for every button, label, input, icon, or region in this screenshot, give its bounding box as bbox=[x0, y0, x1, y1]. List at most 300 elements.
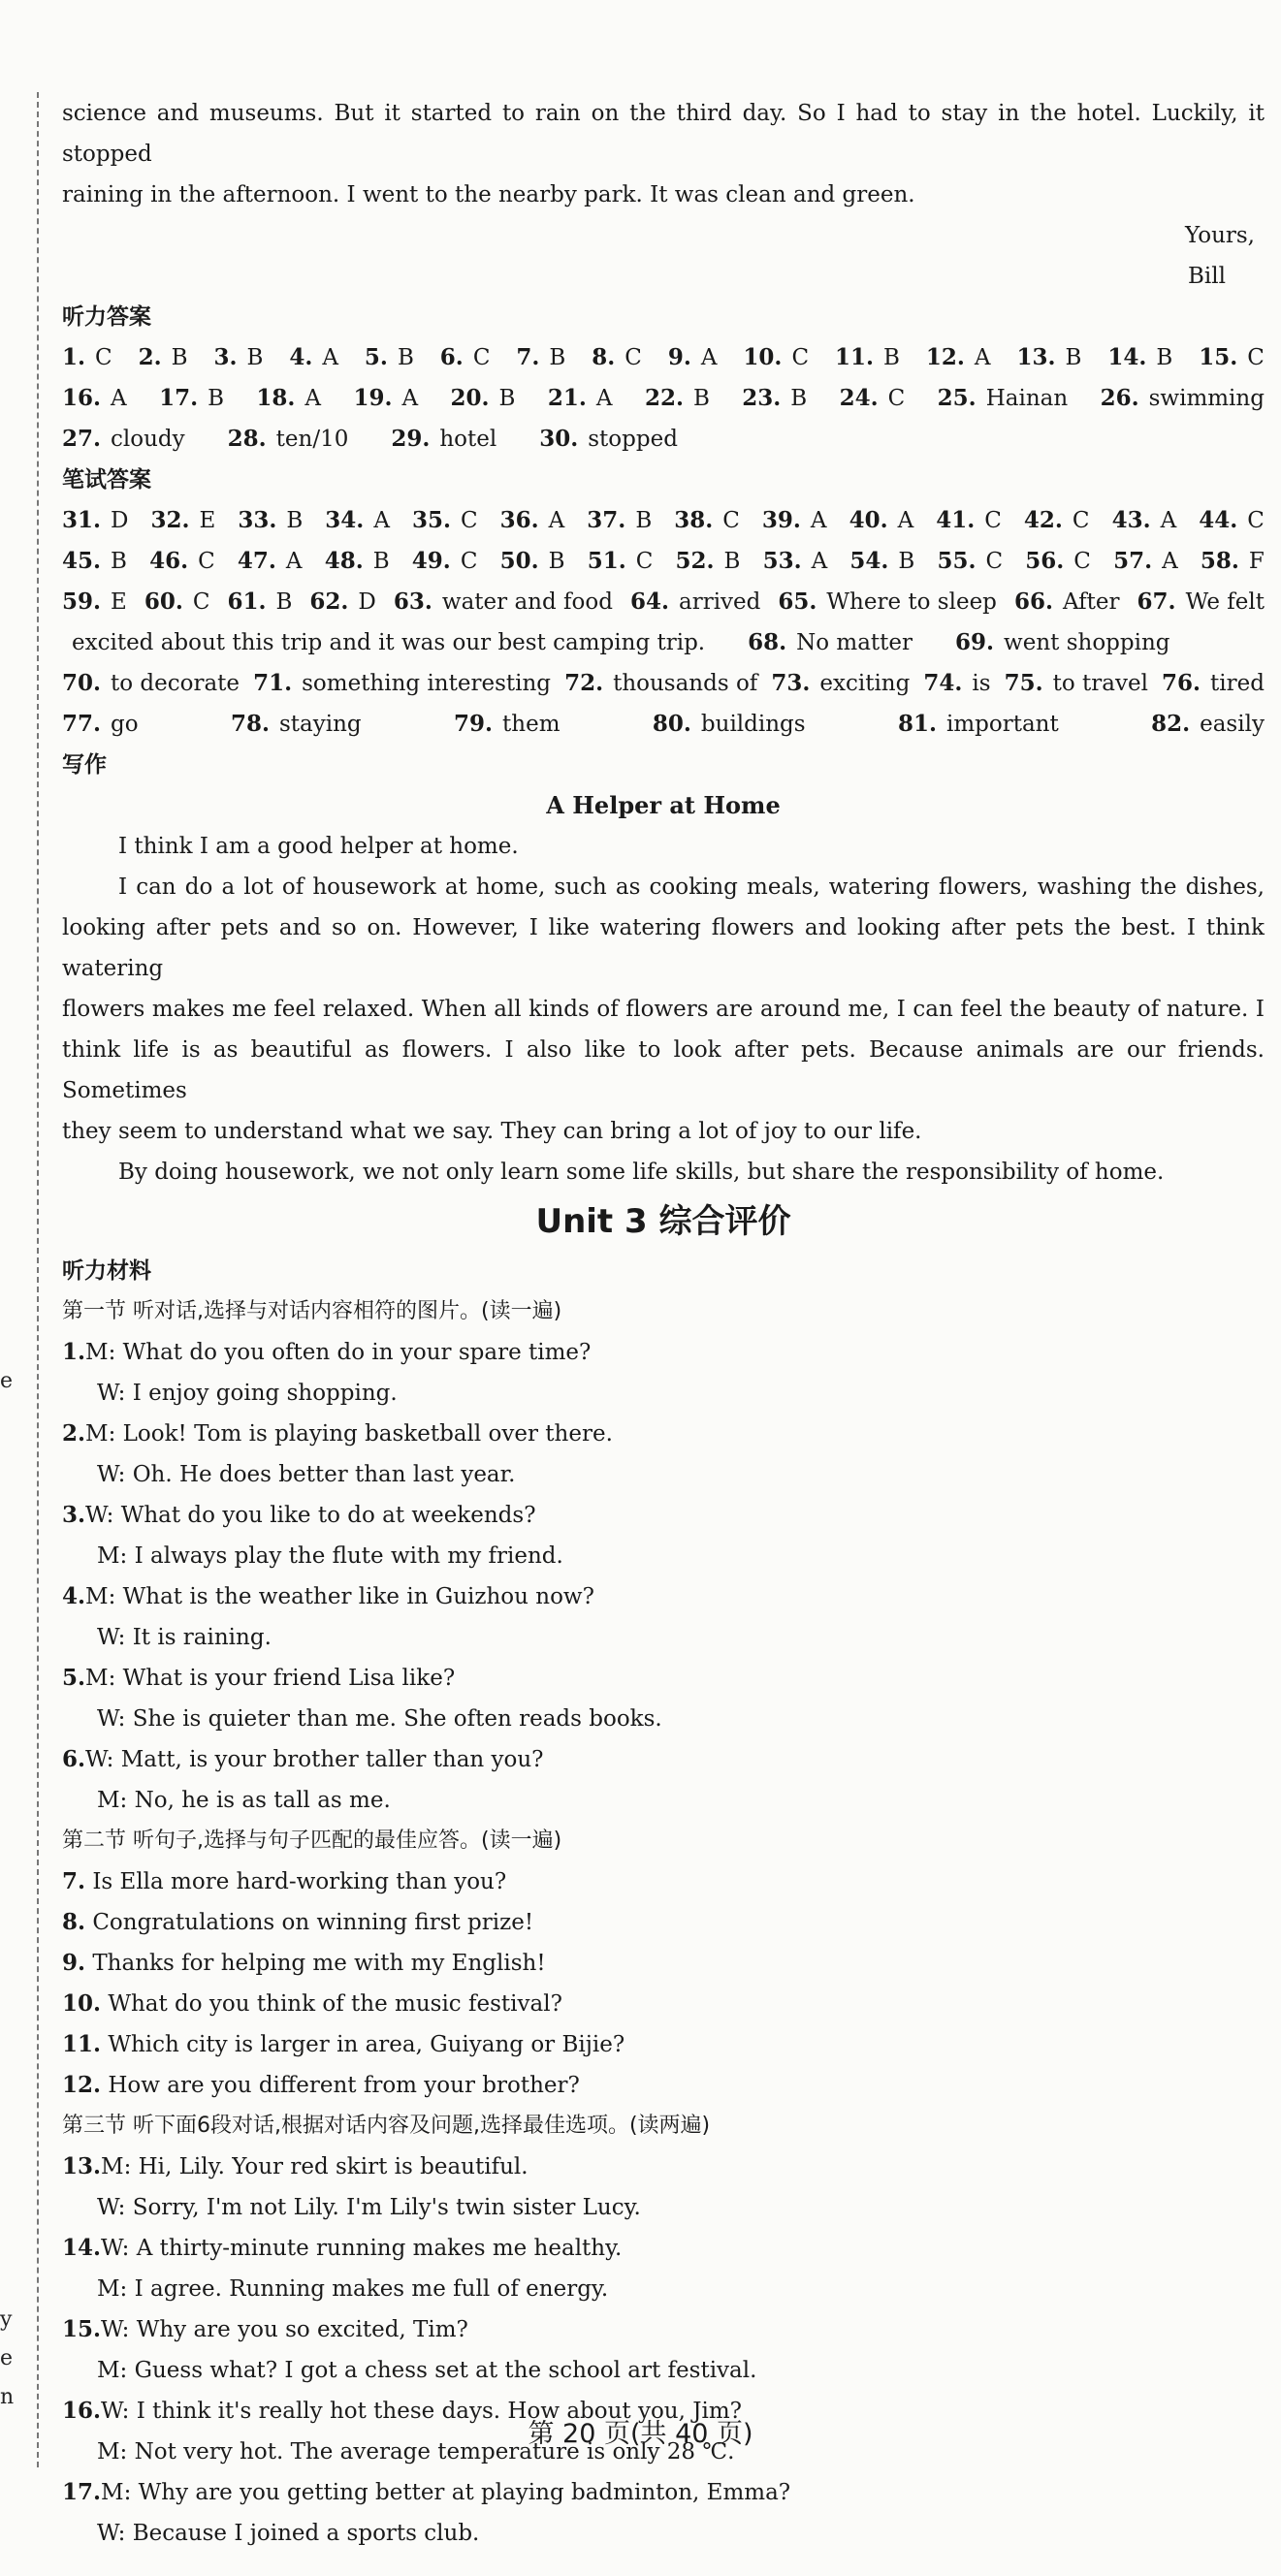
answer-item bbox=[742, 378, 807, 419]
sentence-line bbox=[62, 1861, 1265, 1902]
answer-item bbox=[440, 337, 491, 378]
answer-value: Where to sleep bbox=[826, 589, 997, 615]
answer-value: B bbox=[397, 345, 414, 370]
answer-item bbox=[936, 500, 1002, 541]
content-column bbox=[62, 93, 1265, 2554]
answer-value: B bbox=[246, 345, 264, 370]
essay-title: A Helper at Home bbox=[546, 791, 781, 819]
answer-item bbox=[1137, 582, 1265, 622]
answer-item bbox=[668, 337, 718, 378]
answer-number: 18. bbox=[256, 385, 296, 411]
answer-value: B bbox=[1065, 345, 1082, 370]
dialog-line: M: I always play the flute with my friend. bbox=[97, 1543, 563, 1569]
answer-item bbox=[62, 337, 112, 378]
letter-signature: Bill bbox=[1188, 264, 1226, 289]
answer-number: 75. bbox=[1004, 670, 1043, 696]
answer-number: 42. bbox=[1023, 507, 1063, 533]
answer-number: 66. bbox=[1013, 588, 1053, 615]
answer-number: 76. bbox=[1162, 670, 1201, 696]
dialog-line: W: It is raining. bbox=[97, 1625, 272, 1650]
answer-value: buildings bbox=[700, 712, 806, 737]
answer-number: 10. bbox=[743, 344, 783, 370]
answer-number: 24. bbox=[839, 385, 879, 411]
answer-value: C bbox=[791, 345, 810, 370]
answer-row bbox=[62, 663, 1265, 704]
answer-number: 67. bbox=[1137, 588, 1176, 615]
answer-number: 46. bbox=[149, 548, 189, 574]
dialog-line: W: Sorry, I'm not Lily. I'm Lily's twin sister Lucy. bbox=[97, 2195, 641, 2220]
essay-body bbox=[62, 826, 1265, 1193]
answer-item bbox=[645, 378, 710, 419]
answer-value: C bbox=[1247, 345, 1265, 370]
answer-row bbox=[62, 419, 1265, 460]
answer-value: staying bbox=[278, 712, 362, 737]
answer-number: 9. bbox=[667, 344, 691, 370]
answer-value: B bbox=[883, 345, 900, 370]
answer-row bbox=[62, 541, 1265, 582]
answer-value: A bbox=[810, 508, 827, 533]
answer-number: 77. bbox=[62, 711, 102, 737]
sentence-line bbox=[62, 1943, 1265, 1984]
item-number: 15. bbox=[62, 2316, 102, 2342]
answer-item bbox=[62, 500, 128, 541]
letter-line: science and museums. But it started to rain on the third day. So I had to stay in the hotel. Luckily, it stopped bbox=[62, 101, 1265, 167]
answer-item bbox=[391, 419, 496, 460]
section-1-dialogs bbox=[62, 1332, 1265, 1821]
dialog-text: W: Matt, is your brother taller than you? bbox=[85, 1747, 544, 1772]
answer-row bbox=[62, 582, 1265, 622]
dialog-line: W: Because I joined a sports club. bbox=[97, 2521, 480, 2546]
answer-value: water and food bbox=[441, 589, 613, 615]
answer-item bbox=[849, 500, 914, 541]
dialog-text: M: What do you often do in your spare time? bbox=[85, 1340, 592, 1365]
writing-heading: 写作 bbox=[62, 752, 107, 778]
answer-number: 28. bbox=[227, 426, 267, 452]
answer-value: C bbox=[985, 549, 1004, 574]
answer-item bbox=[151, 500, 216, 541]
answer-item bbox=[159, 378, 224, 419]
answer-item bbox=[394, 582, 613, 622]
answer-value: A bbox=[700, 345, 718, 370]
margin-fragment: y bbox=[0, 2307, 13, 2332]
answer-item bbox=[325, 541, 390, 582]
answer-number: 19. bbox=[353, 385, 393, 411]
answer-item bbox=[539, 419, 678, 460]
dialog-text: M: Look! Tom is playing basketball over there. bbox=[85, 1421, 613, 1447]
answer-number: 54. bbox=[849, 548, 889, 574]
answer-number: 14. bbox=[1107, 344, 1147, 370]
dialog-line bbox=[62, 2147, 1265, 2187]
answer-number: 69. bbox=[955, 629, 995, 655]
answer-number: 16. bbox=[62, 385, 102, 411]
item-number: 8. bbox=[62, 1909, 86, 1935]
essay-line: they seem to understand what we say. They can bring a lot of joy to our life. bbox=[62, 1119, 922, 1144]
item-number: 7. bbox=[62, 1868, 86, 1894]
answer-value: B bbox=[548, 549, 565, 574]
dialog-text: W: Why are you so excited, Tim? bbox=[101, 2317, 468, 2342]
answer-item bbox=[353, 378, 418, 419]
answer-item bbox=[365, 337, 414, 378]
answer-item bbox=[588, 541, 654, 582]
answer-number: 41. bbox=[936, 507, 976, 533]
item-number: 2. bbox=[62, 1420, 86, 1447]
answer-number: 37. bbox=[587, 507, 626, 533]
answer-number: 7. bbox=[516, 344, 540, 370]
answer-number: 80. bbox=[652, 711, 691, 737]
answer-number: 70. bbox=[62, 670, 102, 696]
item-number: 11. bbox=[62, 2031, 102, 2057]
answer-number: 48. bbox=[324, 548, 364, 574]
answer-number: 13. bbox=[1016, 344, 1056, 370]
written-answers-heading: 笔试答案 bbox=[62, 467, 151, 493]
dialog-line: W: I enjoy going shopping. bbox=[97, 1381, 398, 1406]
answer-value: B bbox=[790, 386, 808, 411]
answer-item bbox=[1107, 337, 1172, 378]
answer-item bbox=[592, 337, 642, 378]
answer-value: them bbox=[502, 712, 560, 737]
answer-item bbox=[1151, 704, 1265, 745]
answer-number: 60. bbox=[144, 588, 183, 615]
answer-value: important bbox=[945, 712, 1059, 737]
item-number: 17. bbox=[62, 2479, 102, 2505]
answer-value: A bbox=[1162, 549, 1178, 574]
answer-value: C bbox=[95, 345, 112, 370]
answer-value: B bbox=[692, 386, 710, 411]
answer-item bbox=[923, 663, 990, 704]
essay-line: By doing housework, we not only learn some life skills, but share the responsibility of home. bbox=[118, 1160, 1165, 1185]
answer-item bbox=[1024, 500, 1090, 541]
margin-fragment: n bbox=[0, 2385, 15, 2409]
sentence-text: Is Ella more hard-working than you? bbox=[92, 1869, 507, 1894]
dialog-line bbox=[62, 1658, 1265, 1699]
dialog-line bbox=[62, 1495, 1265, 1536]
margin-fragment: e bbox=[0, 1369, 14, 1393]
answer-number: 3. bbox=[213, 344, 238, 370]
answer-item bbox=[630, 582, 760, 622]
answer-value: A bbox=[548, 508, 565, 533]
answer-item bbox=[62, 704, 139, 745]
item-number: 4. bbox=[62, 1583, 86, 1609]
answer-value: A bbox=[373, 508, 390, 533]
answer-number: 79. bbox=[454, 711, 494, 737]
answer-value: C bbox=[722, 508, 740, 533]
answer-item bbox=[835, 337, 900, 378]
item-number: 9. bbox=[62, 1950, 86, 1976]
dialog-line: W: She is quieter than me. She often reads books. bbox=[97, 1706, 662, 1732]
answer-value: B bbox=[275, 589, 293, 615]
answer-value: B bbox=[549, 345, 566, 370]
answer-value: to travel bbox=[1052, 671, 1148, 696]
answer-item bbox=[231, 704, 362, 745]
dialog-line: M: No, he is as tall as me. bbox=[97, 1788, 391, 1813]
sentence-line bbox=[62, 2024, 1265, 2065]
answer-value: C bbox=[198, 549, 215, 574]
answer-value: No matter bbox=[796, 630, 913, 655]
answer-number: 52. bbox=[675, 548, 715, 574]
answer-item bbox=[1199, 337, 1265, 378]
essay-line: flowers makes me feel relaxed. When all kinds of flowers are around me, I can feel the beauty of nature. I bbox=[62, 997, 1265, 1022]
answer-value: swimming bbox=[1148, 386, 1265, 411]
answer-item bbox=[763, 541, 828, 582]
item-number: 10. bbox=[62, 1990, 102, 2017]
answer-value: to decorate bbox=[111, 671, 240, 696]
dialog-text: M: What is your friend Lisa like? bbox=[85, 1666, 456, 1691]
answer-number: 43. bbox=[1111, 507, 1151, 533]
answer-item bbox=[937, 541, 1003, 582]
letter-closing: Yours, bbox=[1185, 223, 1255, 248]
answer-value: E bbox=[199, 508, 216, 533]
answer-number: 30. bbox=[539, 426, 579, 452]
answer-row bbox=[62, 337, 1265, 378]
sentence-text: How are you different from your brother? bbox=[108, 2073, 580, 2098]
answer-number: 44. bbox=[1199, 507, 1238, 533]
answer-item bbox=[500, 541, 565, 582]
answer-value: ten/10 bbox=[275, 427, 349, 452]
answer-number: 65. bbox=[778, 588, 817, 615]
answer-value: C bbox=[984, 508, 1002, 533]
answer-value: C bbox=[624, 345, 642, 370]
page-footer: 第 20 页(共 40 页) bbox=[528, 2419, 753, 2449]
answer-number: 17. bbox=[159, 385, 199, 411]
answer-item bbox=[253, 663, 551, 704]
answer-item bbox=[762, 500, 827, 541]
answer-item bbox=[516, 337, 565, 378]
answer-value: A bbox=[595, 386, 613, 411]
answer-item bbox=[1199, 500, 1265, 541]
dialog-line bbox=[62, 1332, 1265, 1373]
answer-number: 26. bbox=[1100, 385, 1139, 411]
answer-item bbox=[1025, 541, 1091, 582]
answer-number: 62. bbox=[309, 588, 349, 615]
dialog-line bbox=[62, 2228, 1265, 2269]
answer-number: 58. bbox=[1200, 548, 1239, 574]
sentence-text: What do you think of the music festival? bbox=[108, 1991, 562, 2017]
section-3-dialogs bbox=[62, 2147, 1265, 2554]
answer-item bbox=[926, 337, 991, 378]
sentence-text: Congratulations on winning first prize! bbox=[92, 1910, 534, 1935]
answer-item bbox=[309, 582, 375, 622]
answer-item bbox=[500, 500, 565, 541]
answer-value: is bbox=[972, 671, 991, 696]
answer-item bbox=[62, 663, 240, 704]
answer-value: A bbox=[304, 386, 322, 411]
item-number: 13. bbox=[62, 2153, 102, 2179]
listening-answers bbox=[62, 337, 1265, 460]
answer-row bbox=[62, 500, 1265, 541]
item-number: 5. bbox=[62, 1665, 86, 1691]
dialog-text: W: I think it's really hot these days. How about you, Jim? bbox=[101, 2399, 742, 2424]
answer-item bbox=[938, 378, 1068, 419]
answer-row bbox=[62, 378, 1265, 419]
item-number: 1. bbox=[62, 1339, 86, 1365]
answer-number: 51. bbox=[587, 548, 626, 574]
answer-number: 55. bbox=[937, 548, 977, 574]
answer-number: 53. bbox=[762, 548, 802, 574]
answer-item bbox=[451, 378, 516, 419]
answer-number: 25. bbox=[937, 385, 977, 411]
answer-value: went shopping bbox=[1004, 630, 1170, 655]
answer-value: A bbox=[401, 386, 419, 411]
answer-value: C bbox=[1073, 549, 1091, 574]
essay-line: looking after pets and so on. However, I like watering flowers and looking after pets the best. I think watering bbox=[62, 915, 1265, 981]
sentence-text: Thanks for helping me with my English! bbox=[92, 1951, 546, 1976]
answer-item bbox=[674, 500, 740, 541]
answer-value: something interesting bbox=[302, 671, 552, 696]
dialog-text: M: What is the weather like in Guizhou now? bbox=[85, 1584, 594, 1609]
answer-number: 27. bbox=[62, 426, 102, 452]
answer-number: 45. bbox=[62, 548, 102, 574]
answer-value: B bbox=[635, 508, 653, 533]
answer-item bbox=[325, 500, 390, 541]
answer-number: 23. bbox=[742, 385, 782, 411]
essay-line: I can do a lot of housework at home, such as cooking meals, watering flowers, washing the dishes, bbox=[118, 875, 1265, 900]
answer-value: B bbox=[372, 549, 390, 574]
answer-value: B bbox=[498, 386, 516, 411]
listening-answers-heading: 听力答案 bbox=[62, 304, 151, 330]
sentence-line bbox=[62, 1984, 1265, 2024]
answer-number: 71. bbox=[253, 670, 293, 696]
answer-item bbox=[1101, 378, 1265, 419]
answer-item bbox=[62, 419, 185, 460]
answer-value: We felt bbox=[1185, 589, 1265, 615]
answer-value: C bbox=[635, 549, 654, 574]
answer-value: cloudy bbox=[111, 427, 185, 452]
dialog-line bbox=[62, 2309, 1265, 2350]
answer-value: B bbox=[1156, 345, 1173, 370]
answer-value: excited about this trip and it was our best camping trip. bbox=[72, 630, 706, 655]
written-answers bbox=[62, 500, 1265, 745]
answer-item bbox=[1014, 582, 1120, 622]
sentence-line bbox=[62, 1902, 1265, 1943]
answer-number: 12. bbox=[925, 344, 965, 370]
answer-value: D bbox=[358, 589, 376, 615]
answer-value: C bbox=[460, 549, 478, 574]
answer-value: A bbox=[322, 345, 338, 370]
answer-item bbox=[139, 337, 188, 378]
answer-number: 38. bbox=[674, 507, 714, 533]
section-1-instruction: 第一节 听对话,选择与对话内容相符的图片。(读一遍) bbox=[62, 1299, 562, 1323]
answer-value: C bbox=[887, 386, 906, 411]
item-number: 3. bbox=[62, 1502, 86, 1528]
answer-value: B bbox=[208, 386, 224, 411]
answer-value: After bbox=[1062, 589, 1120, 615]
answer-item bbox=[228, 419, 349, 460]
answer-item bbox=[62, 541, 127, 582]
answer-number: 56. bbox=[1025, 548, 1065, 574]
answer-item bbox=[62, 582, 127, 622]
answer-item bbox=[213, 337, 263, 378]
item-number: 12. bbox=[62, 2072, 102, 2098]
answer-value: C bbox=[1247, 508, 1265, 533]
answer-number: 61. bbox=[227, 588, 267, 615]
answer-value: B bbox=[111, 549, 127, 574]
answer-item bbox=[548, 378, 613, 419]
answer-number: 15. bbox=[1199, 344, 1238, 370]
answer-item bbox=[238, 500, 303, 541]
item-number: 6. bbox=[62, 1746, 86, 1772]
answer-number: 6. bbox=[439, 344, 464, 370]
dialog-line bbox=[62, 2472, 1265, 2513]
dialog-text: W: A thirty-minute running makes me healthy. bbox=[101, 2236, 623, 2261]
answer-item bbox=[587, 500, 652, 541]
answer-number: 1. bbox=[62, 344, 86, 370]
dialog-text: M: Hi, Lily. Your red skirt is beautiful. bbox=[101, 2154, 528, 2179]
essay-line: I think I am a good helper at home. bbox=[118, 834, 519, 859]
answer-number: 72. bbox=[564, 670, 604, 696]
answer-item bbox=[227, 582, 292, 622]
answer-number: 29. bbox=[391, 426, 431, 452]
answer-number: 35. bbox=[411, 507, 451, 533]
answer-item bbox=[653, 704, 806, 745]
answer-value: A bbox=[974, 345, 991, 370]
answer-value: E bbox=[111, 589, 127, 615]
answer-item bbox=[412, 500, 478, 541]
answer-item bbox=[955, 622, 1169, 663]
answer-item bbox=[1113, 541, 1178, 582]
answer-value: B bbox=[898, 549, 915, 574]
answer-value: thousands of bbox=[613, 671, 758, 696]
answer-item bbox=[564, 663, 757, 704]
dialog-line bbox=[62, 1739, 1265, 1780]
answer-item bbox=[256, 378, 321, 419]
answer-value: A bbox=[111, 386, 127, 411]
sentence-line bbox=[62, 2065, 1265, 2106]
answer-item bbox=[62, 622, 705, 663]
answer-number: 68. bbox=[748, 629, 787, 655]
answer-number: 20. bbox=[450, 385, 490, 411]
margin-fragment: e bbox=[0, 2346, 14, 2370]
answer-item bbox=[1005, 663, 1148, 704]
answer-value: B bbox=[171, 345, 188, 370]
answer-value: C bbox=[1072, 508, 1090, 533]
answer-item bbox=[771, 663, 910, 704]
unit-title: Unit 3 综合评价 bbox=[535, 1202, 791, 1241]
answer-number: 64. bbox=[629, 588, 669, 615]
answer-number: 74. bbox=[923, 670, 963, 696]
answer-value: A bbox=[285, 549, 303, 574]
binding-margin-line bbox=[37, 92, 39, 2467]
answer-row bbox=[62, 704, 1265, 745]
dialog-line: W: Oh. He does better than last year. bbox=[97, 1462, 516, 1487]
answer-item bbox=[238, 541, 303, 582]
answer-number: 32. bbox=[150, 507, 190, 533]
answer-item bbox=[149, 541, 215, 582]
answer-value: D bbox=[111, 508, 129, 533]
answer-value: C bbox=[472, 345, 491, 370]
answer-number: 78. bbox=[230, 711, 270, 737]
answer-item bbox=[748, 622, 913, 663]
answer-number: 34. bbox=[325, 507, 365, 533]
dialog-line: M: Guess what? I got a chess set at the school art festival. bbox=[97, 2358, 757, 2383]
answer-item bbox=[1162, 663, 1265, 704]
answer-number: 82. bbox=[1151, 711, 1191, 737]
answer-number: 40. bbox=[849, 507, 888, 533]
answer-number: 57. bbox=[1113, 548, 1153, 574]
answer-value: A bbox=[811, 549, 828, 574]
answer-item bbox=[412, 541, 478, 582]
answer-item bbox=[898, 704, 1059, 745]
dialog-line bbox=[62, 1414, 1265, 1454]
answer-number: 5. bbox=[364, 344, 388, 370]
answer-number: 49. bbox=[411, 548, 451, 574]
answer-value: hotel bbox=[439, 427, 497, 452]
answer-number: 63. bbox=[393, 588, 432, 615]
answer-number: 39. bbox=[761, 507, 801, 533]
answer-number: 2. bbox=[138, 344, 162, 370]
answer-number: 59. bbox=[62, 588, 102, 615]
answer-number: 73. bbox=[771, 670, 811, 696]
dialog-line bbox=[62, 1576, 1265, 1617]
